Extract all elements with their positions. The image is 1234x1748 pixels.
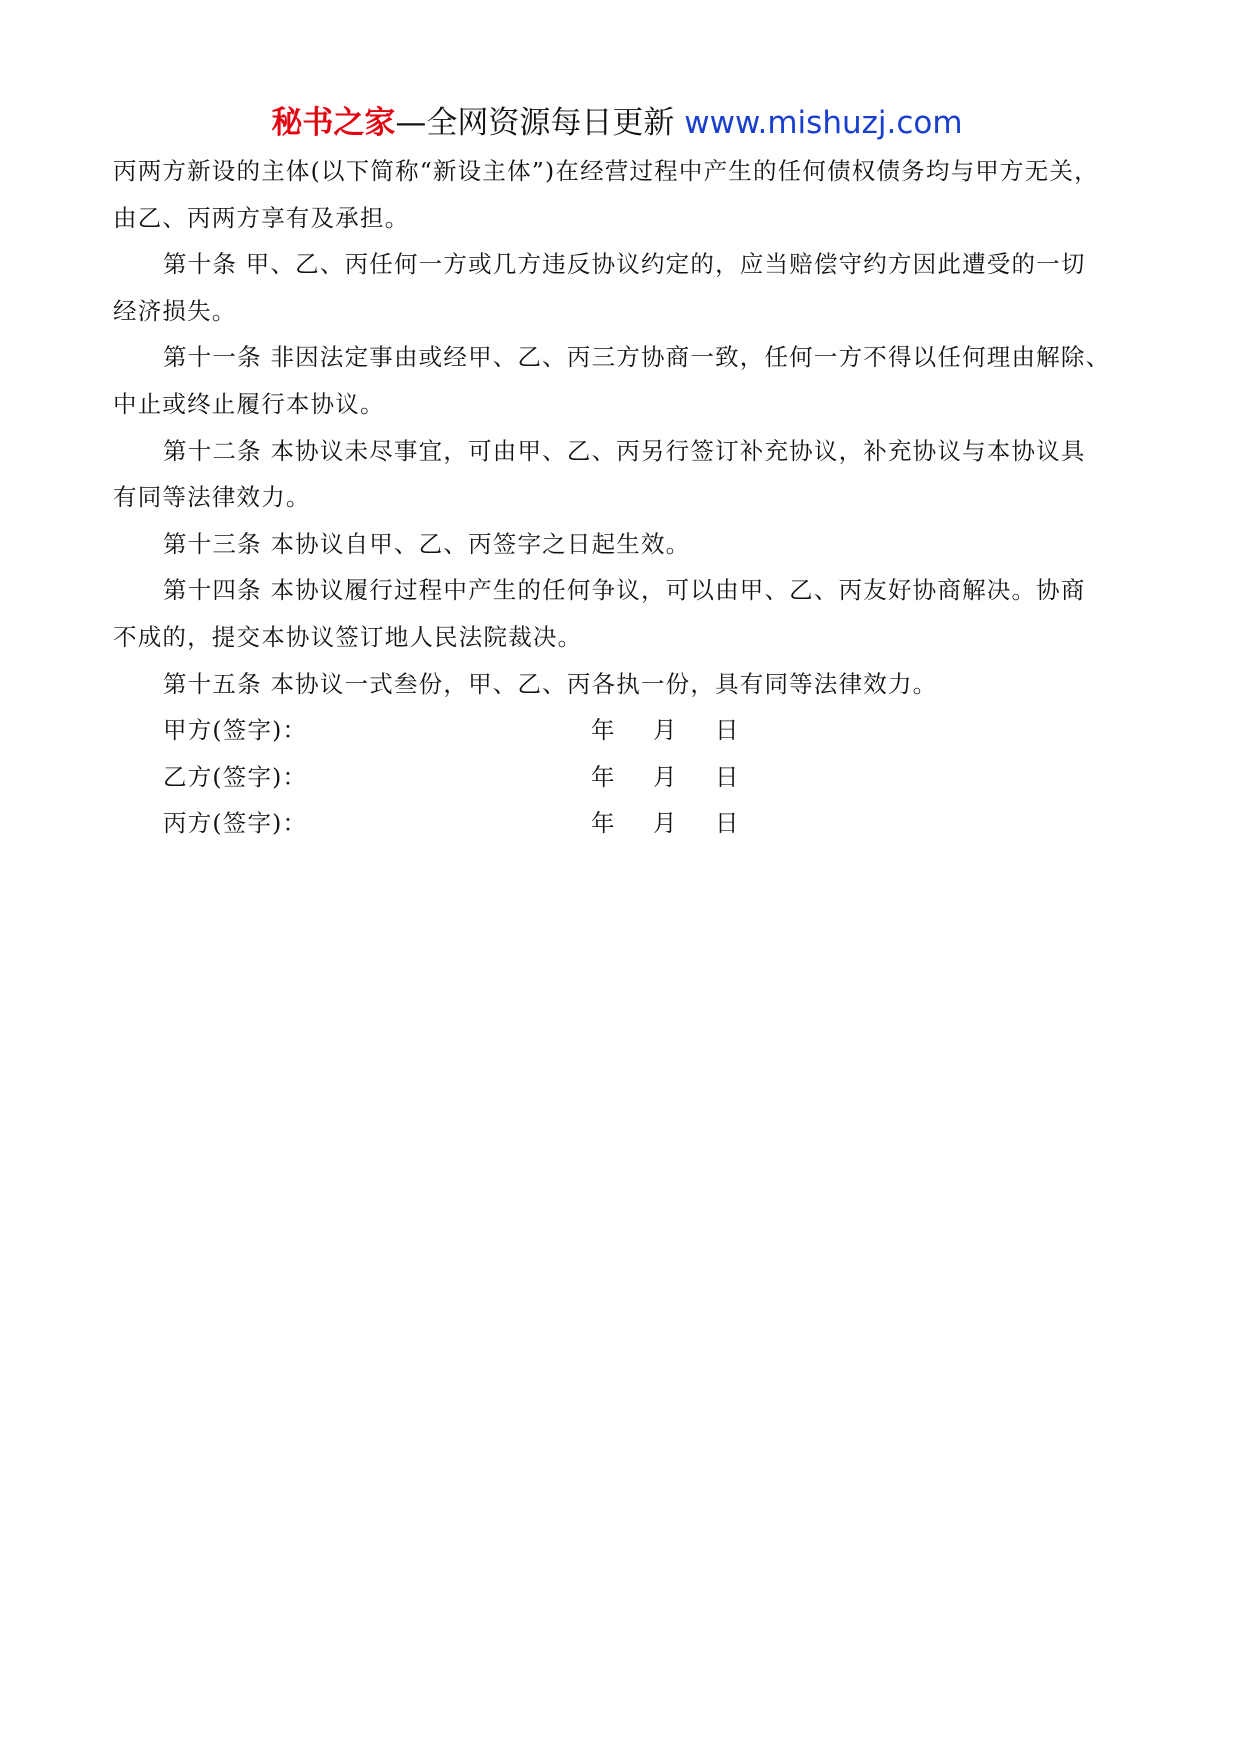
watermark-tagline: —全网资源每日更新 bbox=[395, 105, 675, 141]
date-day: 日 bbox=[715, 716, 740, 745]
article-13-line: 第十三条 本协议自甲、乙、丙签字之日起生效。 bbox=[163, 529, 691, 558]
date-day: 日 bbox=[715, 809, 740, 838]
signature-label: 甲方(签字)： bbox=[163, 716, 308, 745]
signature-row-party-b bbox=[113, 754, 1143, 801]
article-14-line: 第十四条 本协议履行过程中产生的任何争议，可以由甲、乙、丙友好协商解决。协商 bbox=[163, 576, 1086, 605]
paragraph-line: 有同等法律效力。 bbox=[113, 483, 311, 512]
watermark-url: www.mishuzj.com bbox=[684, 105, 963, 141]
article-15-line: 第十五条 本协议一式叁份，甲、乙、丙各执一份，具有同等法律效力。 bbox=[163, 669, 938, 698]
date-month: 月 bbox=[653, 716, 678, 745]
signature-row-party-c bbox=[113, 800, 1143, 847]
date-month: 月 bbox=[653, 809, 678, 838]
article-12-line: 第十二条 本协议未尽事宜，可由甲、乙、丙另行签订补充协议，补充协议与本协议具 bbox=[163, 436, 1086, 465]
signature-date bbox=[591, 800, 740, 847]
paragraph-line: 经济损失。 bbox=[113, 296, 237, 325]
paragraph-line: 由乙、丙两方享有及承担。 bbox=[113, 203, 410, 232]
watermark-brand: 秘书之家 bbox=[271, 105, 396, 141]
article-11-line: 第十一条 非因法定事由或经甲、乙、丙三方协商一致，任何一方不得以任何理由解除、 bbox=[163, 343, 1111, 372]
signature-row-party-a bbox=[113, 707, 1143, 754]
paragraph-line: 丙两方新设的主体(以下简称“新设主体”)在经营过程中产生的任何债权债务均与甲方无关， bbox=[113, 157, 1099, 185]
agreement-body bbox=[113, 148, 1143, 847]
date-year: 年 bbox=[591, 716, 616, 745]
paragraph-line: 中止或终止履行本协议。 bbox=[113, 389, 385, 418]
date-month: 月 bbox=[653, 762, 678, 791]
paragraph-line: 不成的，提交本协议签订地人民法院裁决。 bbox=[113, 622, 583, 651]
date-year: 年 bbox=[591, 762, 616, 791]
date-year: 年 bbox=[591, 809, 616, 838]
signature-date bbox=[591, 754, 740, 801]
signature-label: 丙方(签字)： bbox=[163, 809, 308, 838]
signature-label: 乙方(签字)： bbox=[163, 762, 308, 791]
watermark-header bbox=[0, 102, 1234, 144]
date-day: 日 bbox=[715, 762, 740, 791]
article-10-line: 第十条 甲、乙、丙任何一方或几方违反协议约定的，应当赔偿守约方因此遭受的一切 bbox=[163, 250, 1086, 279]
signature-date bbox=[591, 707, 740, 754]
